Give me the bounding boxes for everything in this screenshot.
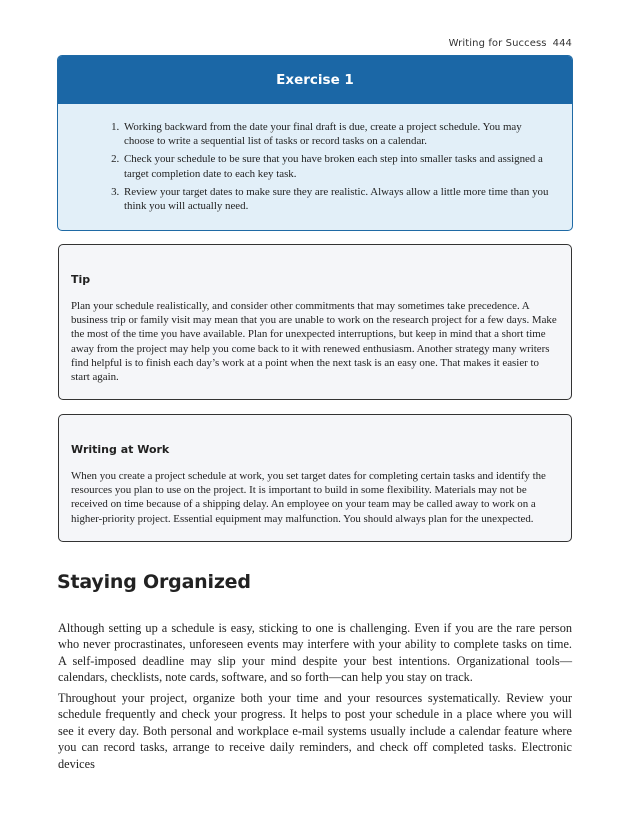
page-number: 444 — [552, 38, 572, 49]
exercise-title: Exercise 1 — [276, 72, 354, 88]
exercise-list — [58, 120, 572, 213]
writing-at-work-text: When you create a project schedule at work, you set target dates for completing certain tasks and identify the resources you plan to use on the project. It is important to build in some flexibility. Materials may not be received on time because of a shipping delay. An employee on your team may be called away to work on a higher-priority project. Essential equipment may malfunction. You should always plan for the unexpected. — [71, 470, 546, 525]
exercise-header — [58, 56, 572, 104]
body-paragraph: Throughout your project, organize both your time and your resources systematically. Review your schedule frequently and check your progress. It helps to post your schedule in a place where you will see it every day. Both personal and workplace e-mail systems usually include a calendar feature where you can record tasks, arrange to receive daily reminders, and check off completed tasks. Electronic devices — [58, 691, 572, 771]
exercise-item: 1. Working backward from the date your final draft is due, create a project schedule. You may choose to write a sequential list of tasks or record tasks on a calendar. — [122, 120, 554, 148]
running-header — [449, 38, 572, 49]
exercise-item: 2. Check your schedule to be sure that you have broken each step into smaller tasks and assigned a target completion date to each key task. — [122, 152, 554, 180]
exercise-item: 3. Review your target dates to make sure they are realistic. Always allow a little more time than you think you will actually need. — [122, 185, 554, 213]
exercise-box — [57, 55, 573, 231]
body-paragraph: Although setting up a schedule is easy, sticking to one is challenging. Even if you are the rare person who never procrastinates, unforeseen events may interfere with your ability to complete tasks on time. A self-imposed deadline may slip your mind despite your best intentions. Organizational tools—calendars, checklists, note cards, software, and so forth—can help you stay on track. — [58, 621, 572, 685]
book-title: Writing for Success — [448, 38, 547, 49]
tip-title: Tip — [71, 273, 91, 286]
writing-at-work-title: Writing at Work — [71, 443, 170, 456]
tip-text: Plan your schedule realistically, and consider other commitments that may sometimes take precedence. A business trip or family visit may mean that you are unable to work on the research project for a few days. Make the most of the time you have available. Plan for unexpected interruptions, but keep in mind that a short time away from the project may help you come back to it with renewed enthusiasm. Another strategy many writers find helpful is to finish each day’s work at a point when the next task is an easy one. That makes it easier to start again. — [71, 300, 557, 384]
section-heading: Staying Organized — [57, 571, 251, 593]
tip-box — [58, 244, 572, 400]
writing-at-work-box — [58, 414, 572, 542]
